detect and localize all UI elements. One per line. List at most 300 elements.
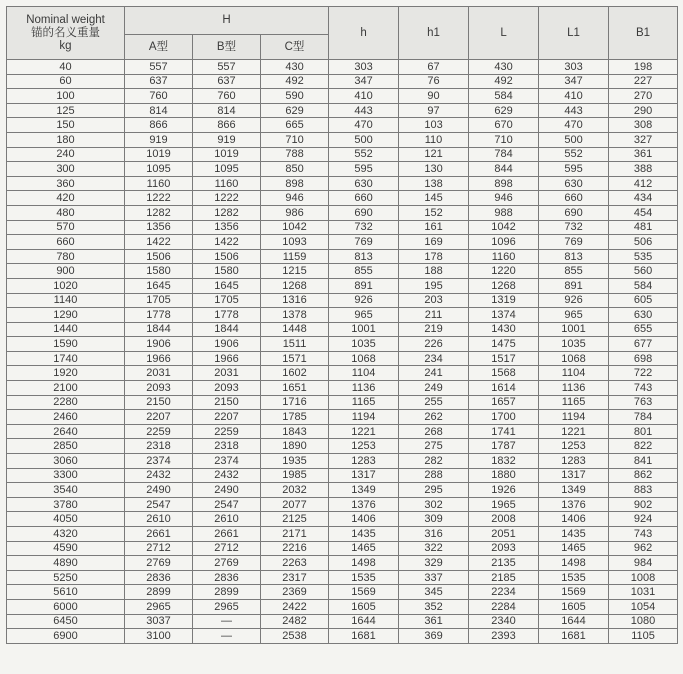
cell-L1: 1498 [539, 556, 609, 571]
cell-L1: 926 [539, 293, 609, 308]
cell-H-type-c: 1093 [261, 235, 329, 250]
cell-nominal-weight: 2850 [7, 439, 125, 454]
cell-L: 1160 [469, 249, 539, 264]
cell-B1: 862 [609, 468, 678, 483]
cell-H-type-b: 1019 [193, 147, 261, 162]
cell-L1: 1406 [539, 512, 609, 527]
cell-L: 2234 [469, 585, 539, 600]
cell-H-type-c: 1935 [261, 454, 329, 469]
header-H-type-c: C型 [261, 35, 329, 60]
cell-H-type-c: 1316 [261, 293, 329, 308]
cell-H-type-b: 1580 [193, 264, 261, 279]
table-row [7, 439, 678, 454]
cell-L: 1926 [469, 483, 539, 498]
cell-H-type-a: 2899 [125, 585, 193, 600]
cell-H-type-b: 2374 [193, 454, 261, 469]
header-H: H [125, 7, 329, 35]
table-row [7, 512, 678, 527]
cell-h: 1605 [329, 599, 399, 614]
cell-h1: 169 [399, 235, 469, 250]
cell-h: 965 [329, 308, 399, 323]
cell-h: 1349 [329, 483, 399, 498]
cell-L: 784 [469, 147, 539, 162]
cell-h: 1498 [329, 556, 399, 571]
cell-H-type-b: 2207 [193, 410, 261, 425]
cell-H-type-a: 2374 [125, 454, 193, 469]
cell-B1: 984 [609, 556, 678, 571]
cell-H-type-c: 1890 [261, 439, 329, 454]
table-header [7, 7, 678, 60]
cell-L1: 1136 [539, 381, 609, 396]
cell-h1: 226 [399, 337, 469, 352]
cell-nominal-weight: 3540 [7, 483, 125, 498]
cell-B1: 535 [609, 249, 678, 264]
cell-B1: 924 [609, 512, 678, 527]
cell-L1: 1349 [539, 483, 609, 498]
cell-h1: 76 [399, 74, 469, 89]
cell-B1: 655 [609, 322, 678, 337]
cell-B1: 962 [609, 541, 678, 556]
cell-h: 690 [329, 205, 399, 220]
header-nominal-weight-en: Nominal weight [26, 13, 105, 26]
cell-H-type-c: 1042 [261, 220, 329, 235]
cell-B1: 1008 [609, 570, 678, 585]
table-row [7, 483, 678, 498]
table-row [7, 527, 678, 542]
cell-H-type-a: 760 [125, 89, 193, 104]
table-row [7, 629, 678, 644]
cell-h1: 295 [399, 483, 469, 498]
cell-L: 988 [469, 205, 539, 220]
table-row [7, 585, 678, 600]
cell-H-type-a: 2712 [125, 541, 193, 556]
cell-H-type-a: 1222 [125, 191, 193, 206]
cell-L1: 1317 [539, 468, 609, 483]
cell-L1: 1435 [539, 527, 609, 542]
cell-H-type-b: 2031 [193, 366, 261, 381]
cell-h1: 130 [399, 162, 469, 177]
cell-H-type-a: 2769 [125, 556, 193, 571]
cell-H-type-a: 637 [125, 74, 193, 89]
cell-nominal-weight: 570 [7, 220, 125, 235]
cell-L: 1268 [469, 278, 539, 293]
cell-nominal-weight: 5250 [7, 570, 125, 585]
cell-H-type-c: 2369 [261, 585, 329, 600]
table-row [7, 264, 678, 279]
cell-H-type-b: 557 [193, 60, 261, 75]
cell-L: 1787 [469, 439, 539, 454]
cell-h: 630 [329, 176, 399, 191]
header-H-type-b: B型 [193, 35, 261, 60]
cell-H-type-c: 2125 [261, 512, 329, 527]
cell-H-type-b: — [193, 614, 261, 629]
cell-L1: 813 [539, 249, 609, 264]
cell-H-type-b: 1422 [193, 235, 261, 250]
cell-L: 670 [469, 118, 539, 133]
cell-nominal-weight: 480 [7, 205, 125, 220]
cell-H-type-b: 866 [193, 118, 261, 133]
cell-L1: 443 [539, 103, 609, 118]
cell-h: 1104 [329, 366, 399, 381]
cell-H-type-b: 2150 [193, 395, 261, 410]
header-L1: L1 [539, 7, 609, 60]
cell-nominal-weight: 1020 [7, 278, 125, 293]
cell-H-type-a: 557 [125, 60, 193, 75]
cell-H-type-a: 1778 [125, 308, 193, 323]
cell-nominal-weight: 780 [7, 249, 125, 264]
cell-h1: 337 [399, 570, 469, 585]
cell-h: 1644 [329, 614, 399, 629]
cell-L: 1517 [469, 351, 539, 366]
cell-H-type-b: 1506 [193, 249, 261, 264]
cell-h: 500 [329, 132, 399, 147]
table-row [7, 103, 678, 118]
cell-h: 1681 [329, 629, 399, 644]
table-row [7, 191, 678, 206]
cell-h1: 121 [399, 147, 469, 162]
cell-H-type-b: 1705 [193, 293, 261, 308]
cell-H-type-a: 2432 [125, 468, 193, 483]
cell-H-type-a: 1844 [125, 322, 193, 337]
cell-L1: 347 [539, 74, 609, 89]
cell-H-type-a: 2259 [125, 424, 193, 439]
cell-H-type-b: 2712 [193, 541, 261, 556]
cell-h: 552 [329, 147, 399, 162]
cell-h: 1253 [329, 439, 399, 454]
table-row [7, 132, 678, 147]
cell-H-type-c: 2171 [261, 527, 329, 542]
table-row [7, 614, 678, 629]
table-row [7, 570, 678, 585]
table-row [7, 176, 678, 191]
cell-H-type-c: 898 [261, 176, 329, 191]
cell-B1: 481 [609, 220, 678, 235]
table-row [7, 118, 678, 133]
table-row [7, 205, 678, 220]
table-row [7, 599, 678, 614]
cell-h1: 219 [399, 322, 469, 337]
cell-B1: 308 [609, 118, 678, 133]
cell-H-type-b: 2610 [193, 512, 261, 527]
cell-L1: 1001 [539, 322, 609, 337]
cell-L1: 1535 [539, 570, 609, 585]
cell-nominal-weight: 660 [7, 235, 125, 250]
cell-H-type-c: 986 [261, 205, 329, 220]
cell-B1: 763 [609, 395, 678, 410]
cell-L: 1475 [469, 337, 539, 352]
cell-h: 1317 [329, 468, 399, 483]
cell-nominal-weight: 6000 [7, 599, 125, 614]
cell-h: 926 [329, 293, 399, 308]
cell-h: 660 [329, 191, 399, 206]
cell-H-type-b: 1906 [193, 337, 261, 352]
cell-L1: 1681 [539, 629, 609, 644]
cell-L: 1042 [469, 220, 539, 235]
cell-H-type-b: 2318 [193, 439, 261, 454]
cell-L1: 1465 [539, 541, 609, 556]
cell-B1: 883 [609, 483, 678, 498]
cell-B1: 506 [609, 235, 678, 250]
cell-L: 1880 [469, 468, 539, 483]
cell-h1: 369 [399, 629, 469, 644]
header-nominal-weight-cn: 锚的名义重量 [31, 26, 100, 39]
cell-h: 1283 [329, 454, 399, 469]
cell-L1: 303 [539, 60, 609, 75]
cell-nominal-weight: 1440 [7, 322, 125, 337]
cell-L1: 1605 [539, 599, 609, 614]
cell-L: 1096 [469, 235, 539, 250]
cell-L: 2135 [469, 556, 539, 571]
cell-H-type-a: 1906 [125, 337, 193, 352]
cell-L: 492 [469, 74, 539, 89]
cell-L: 584 [469, 89, 539, 104]
cell-H-type-a: 1422 [125, 235, 193, 250]
header-nominal-weight [7, 7, 125, 60]
cell-h1: 275 [399, 439, 469, 454]
cell-B1: 584 [609, 278, 678, 293]
cell-L1: 1283 [539, 454, 609, 469]
cell-H-type-a: 866 [125, 118, 193, 133]
cell-H-type-a: 1705 [125, 293, 193, 308]
cell-L1: 1376 [539, 497, 609, 512]
cell-h: 595 [329, 162, 399, 177]
cell-nominal-weight: 4320 [7, 527, 125, 542]
cell-nominal-weight: 4890 [7, 556, 125, 571]
cell-h1: 241 [399, 366, 469, 381]
table-row [7, 351, 678, 366]
cell-h: 1194 [329, 410, 399, 425]
cell-H-type-a: 2490 [125, 483, 193, 498]
cell-h: 303 [329, 60, 399, 75]
cell-H-type-a: 2661 [125, 527, 193, 542]
cell-h: 891 [329, 278, 399, 293]
cell-H-type-a: 2093 [125, 381, 193, 396]
cell-L1: 769 [539, 235, 609, 250]
cell-H-type-b: 2093 [193, 381, 261, 396]
cell-nominal-weight: 2460 [7, 410, 125, 425]
table-row [7, 395, 678, 410]
cell-H-type-c: 665 [261, 118, 329, 133]
cell-L1: 500 [539, 132, 609, 147]
cell-L: 2340 [469, 614, 539, 629]
cell-H-type-b: 1778 [193, 308, 261, 323]
cell-L: 844 [469, 162, 539, 177]
header-L: L [469, 7, 539, 60]
cell-H-type-b: 1966 [193, 351, 261, 366]
cell-H-type-c: 1651 [261, 381, 329, 396]
cell-H-type-b: 2490 [193, 483, 261, 498]
table-row [7, 322, 678, 337]
cell-L1: 1569 [539, 585, 609, 600]
cell-H-type-a: 3037 [125, 614, 193, 629]
cell-B1: 434 [609, 191, 678, 206]
cell-H-type-a: 2547 [125, 497, 193, 512]
cell-H-type-b: 1645 [193, 278, 261, 293]
cell-H-type-a: 2318 [125, 439, 193, 454]
table-row [7, 147, 678, 162]
cell-L1: 732 [539, 220, 609, 235]
cell-B1: 784 [609, 410, 678, 425]
cell-H-type-b: 760 [193, 89, 261, 104]
cell-L1: 630 [539, 176, 609, 191]
cell-nominal-weight: 2100 [7, 381, 125, 396]
cell-H-type-a: 1966 [125, 351, 193, 366]
header-H-type-a: A型 [125, 35, 193, 60]
cell-H-type-c: 2482 [261, 614, 329, 629]
cell-H-type-a: 2031 [125, 366, 193, 381]
cell-B1: 1054 [609, 599, 678, 614]
cell-L: 1374 [469, 308, 539, 323]
cell-L1: 1644 [539, 614, 609, 629]
cell-L1: 1194 [539, 410, 609, 425]
cell-H-type-a: 1580 [125, 264, 193, 279]
cell-h1: 138 [399, 176, 469, 191]
cell-h1: 316 [399, 527, 469, 542]
cell-nominal-weight: 240 [7, 147, 125, 162]
cell-H-type-c: 2422 [261, 599, 329, 614]
cell-B1: 361 [609, 147, 678, 162]
cell-H-type-c: 850 [261, 162, 329, 177]
cell-h: 1435 [329, 527, 399, 542]
cell-h1: 352 [399, 599, 469, 614]
cell-B1: 902 [609, 497, 678, 512]
cell-nominal-weight: 60 [7, 74, 125, 89]
cell-H-type-c: 2032 [261, 483, 329, 498]
cell-L1: 1221 [539, 424, 609, 439]
cell-nominal-weight: 180 [7, 132, 125, 147]
cell-h1: 161 [399, 220, 469, 235]
cell-B1: 1105 [609, 629, 678, 644]
cell-nominal-weight: 150 [7, 118, 125, 133]
cell-h1: 90 [399, 89, 469, 104]
cell-h: 1406 [329, 512, 399, 527]
cell-h1: 268 [399, 424, 469, 439]
cell-H-type-b: 2836 [193, 570, 261, 585]
cell-B1: 743 [609, 381, 678, 396]
cell-H-type-a: 3100 [125, 629, 193, 644]
cell-H-type-a: 2207 [125, 410, 193, 425]
cell-H-type-b: 2661 [193, 527, 261, 542]
header-nominal-weight-unit: kg [59, 39, 72, 52]
table-row [7, 293, 678, 308]
cell-h1: 282 [399, 454, 469, 469]
cell-h: 1136 [329, 381, 399, 396]
cell-B1: 822 [609, 439, 678, 454]
cell-L: 2008 [469, 512, 539, 527]
cell-h1: 211 [399, 308, 469, 323]
cell-L1: 1104 [539, 366, 609, 381]
cell-H-type-b: 637 [193, 74, 261, 89]
cell-L1: 1165 [539, 395, 609, 410]
cell-nominal-weight: 6900 [7, 629, 125, 644]
cell-H-type-c: 946 [261, 191, 329, 206]
cell-H-type-a: 814 [125, 103, 193, 118]
cell-h: 1165 [329, 395, 399, 410]
cell-B1: 743 [609, 527, 678, 542]
cell-H-type-a: 2150 [125, 395, 193, 410]
cell-h1: 67 [399, 60, 469, 75]
cell-nominal-weight: 900 [7, 264, 125, 279]
cell-h: 1068 [329, 351, 399, 366]
table-row [7, 60, 678, 75]
table-row [7, 556, 678, 571]
cell-L: 1568 [469, 366, 539, 381]
cell-H-type-c: 2077 [261, 497, 329, 512]
cell-h1: 145 [399, 191, 469, 206]
cell-L1: 1068 [539, 351, 609, 366]
header-B1: B1 [609, 7, 678, 60]
anchor-dimension-table [6, 6, 678, 644]
cell-L1: 1035 [539, 337, 609, 352]
cell-h: 443 [329, 103, 399, 118]
cell-H-type-c: 1602 [261, 366, 329, 381]
cell-H-type-a: 1506 [125, 249, 193, 264]
cell-H-type-c: 2216 [261, 541, 329, 556]
cell-H-type-a: 2965 [125, 599, 193, 614]
table-body [7, 60, 678, 644]
cell-B1: 801 [609, 424, 678, 439]
cell-nominal-weight: 6450 [7, 614, 125, 629]
cell-B1: 1031 [609, 585, 678, 600]
cell-nominal-weight: 420 [7, 191, 125, 206]
cell-H-type-a: 1019 [125, 147, 193, 162]
cell-H-type-b: 2432 [193, 468, 261, 483]
cell-H-type-c: 492 [261, 74, 329, 89]
cell-h: 1376 [329, 497, 399, 512]
cell-h1: 361 [399, 614, 469, 629]
cell-h1: 309 [399, 512, 469, 527]
cell-H-type-a: 919 [125, 132, 193, 147]
cell-nominal-weight: 360 [7, 176, 125, 191]
cell-L: 1832 [469, 454, 539, 469]
cell-H-type-b: 1282 [193, 205, 261, 220]
table-row [7, 424, 678, 439]
cell-H-type-c: 2538 [261, 629, 329, 644]
cell-H-type-c: 1215 [261, 264, 329, 279]
cell-H-type-c: 1843 [261, 424, 329, 439]
header-h1: h1 [399, 7, 469, 60]
cell-h: 813 [329, 249, 399, 264]
cell-L: 2093 [469, 541, 539, 556]
table-row [7, 220, 678, 235]
table-row [7, 541, 678, 556]
cell-H-type-a: 1095 [125, 162, 193, 177]
cell-nominal-weight: 3300 [7, 468, 125, 483]
cell-h1: 345 [399, 585, 469, 600]
table-row [7, 235, 678, 250]
cell-H-type-c: 590 [261, 89, 329, 104]
cell-h: 1535 [329, 570, 399, 585]
cell-H-type-c: 1448 [261, 322, 329, 337]
header-h: h [329, 7, 399, 60]
table-row [7, 366, 678, 381]
cell-H-type-a: 1356 [125, 220, 193, 235]
cell-L: 2185 [469, 570, 539, 585]
cell-nominal-weight: 4050 [7, 512, 125, 527]
cell-H-type-c: 788 [261, 147, 329, 162]
cell-nominal-weight: 1740 [7, 351, 125, 366]
cell-nominal-weight: 1140 [7, 293, 125, 308]
cell-h: 1035 [329, 337, 399, 352]
cell-B1: 290 [609, 103, 678, 118]
cell-h1: 255 [399, 395, 469, 410]
cell-H-type-c: 710 [261, 132, 329, 147]
table-row [7, 381, 678, 396]
cell-H-type-c: 1571 [261, 351, 329, 366]
cell-h: 410 [329, 89, 399, 104]
cell-nominal-weight: 1920 [7, 366, 125, 381]
cell-h1: 302 [399, 497, 469, 512]
